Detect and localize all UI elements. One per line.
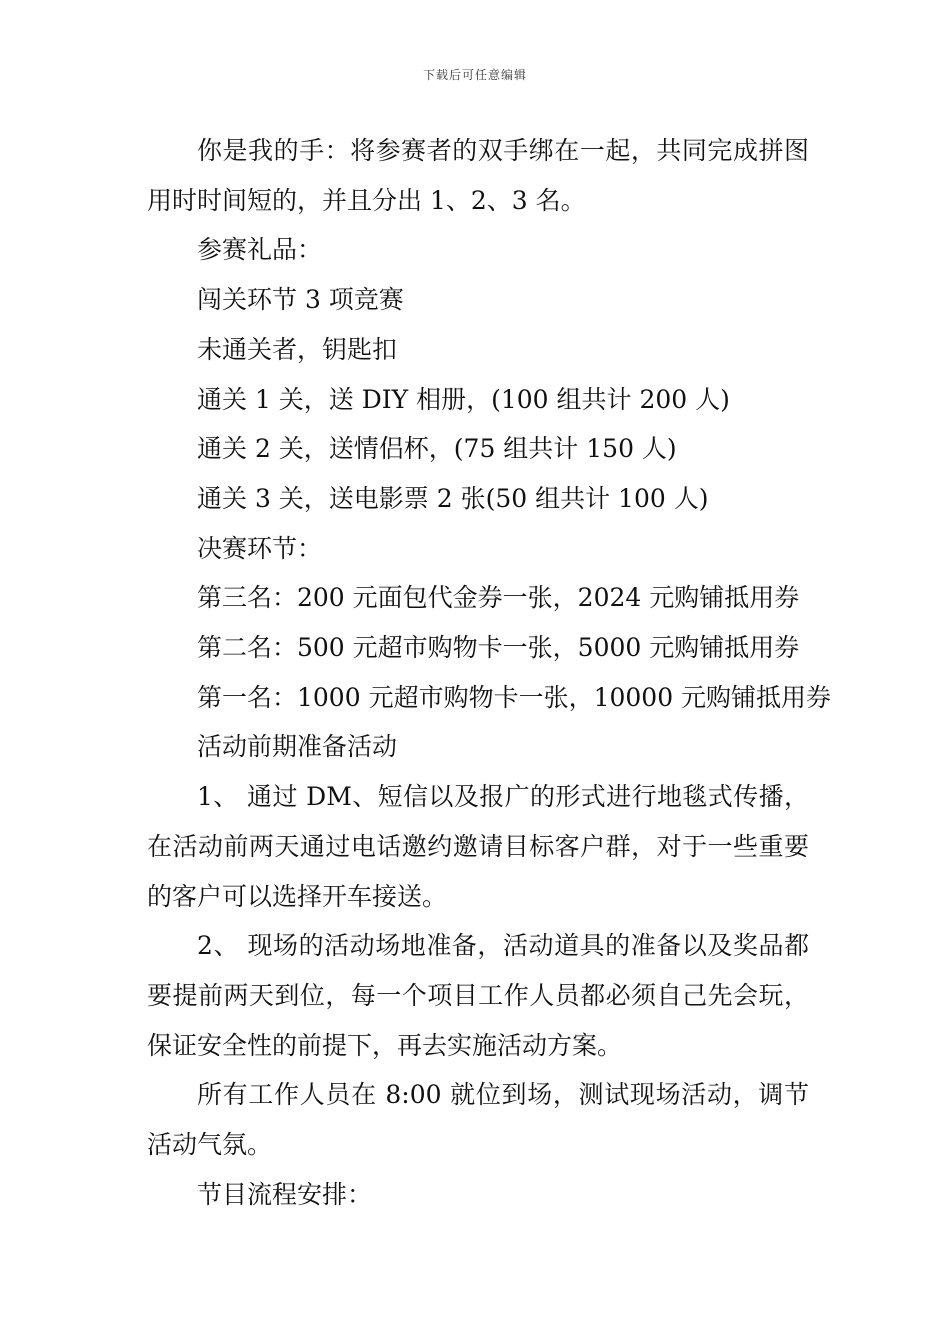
paragraph-level-1: 通关 1 关，送 DIY 相册，(100 组共计 200 人) — [197, 384, 730, 414]
paragraph-third-place: 第三名：200 元面包代金券一张，2024 元购铺抵用券 — [197, 583, 800, 613]
paragraph-staff-arrival: 所有工作人员在 8:00 就位到场，测试现场活动，调节活动气氛。 — [147, 1080, 809, 1160]
paragraph-level-3: 通关 3 关，送电影票 2 张(50 组共计 100 人) — [197, 483, 709, 513]
paragraph-second-place: 第二名：500 元超市购物卡一张，5000 元购铺抵用券 — [197, 633, 800, 663]
paragraph-not-cleared: 未通关者，钥匙扣 — [197, 334, 398, 364]
paragraph-final-heading: 决赛环节： — [197, 533, 323, 563]
paragraph-preparation-1: 1、 通过 DM、短信以及报广的形式进行地毯式传播，在活动前两天通过电话邀约邀请目标客户群，对于一些重要的客户可以选择开车接送。 — [147, 782, 809, 911]
paragraph-game-rules: 你是我的手：将参赛者的双手绑在一起，共同完成拼图用时时间短的，并且分出 1、2、3 名。 — [147, 136, 809, 215]
paragraph-first-place: 第一名：1000 元超市购物卡一张，10000 元购铺抵用券 — [197, 682, 832, 712]
page-header: 下载后可任意编辑 — [422, 68, 527, 82]
paragraph-prizes-heading: 参赛礼品： — [197, 235, 323, 265]
paragraph-preparation-heading: 活动前期准备活动 — [197, 732, 398, 762]
paragraph-challenge-stage: 闯关环节 3 项竞赛 — [197, 285, 404, 315]
document-body — [147, 126, 832, 1219]
paragraph-program-heading: 节目流程安排： — [197, 1179, 373, 1209]
paragraph-preparation-2: 2、 现场的活动场地准备，活动道具的准备以及奖品都要提前两天到位，每一个项目工作人员都必须自己先会玩，保证安全性的前提下，再去实施活动方案。 — [147, 931, 809, 1060]
paragraph-level-2: 通关 2 关，送情侣杯，(75 组共计 150 人) — [197, 434, 677, 464]
